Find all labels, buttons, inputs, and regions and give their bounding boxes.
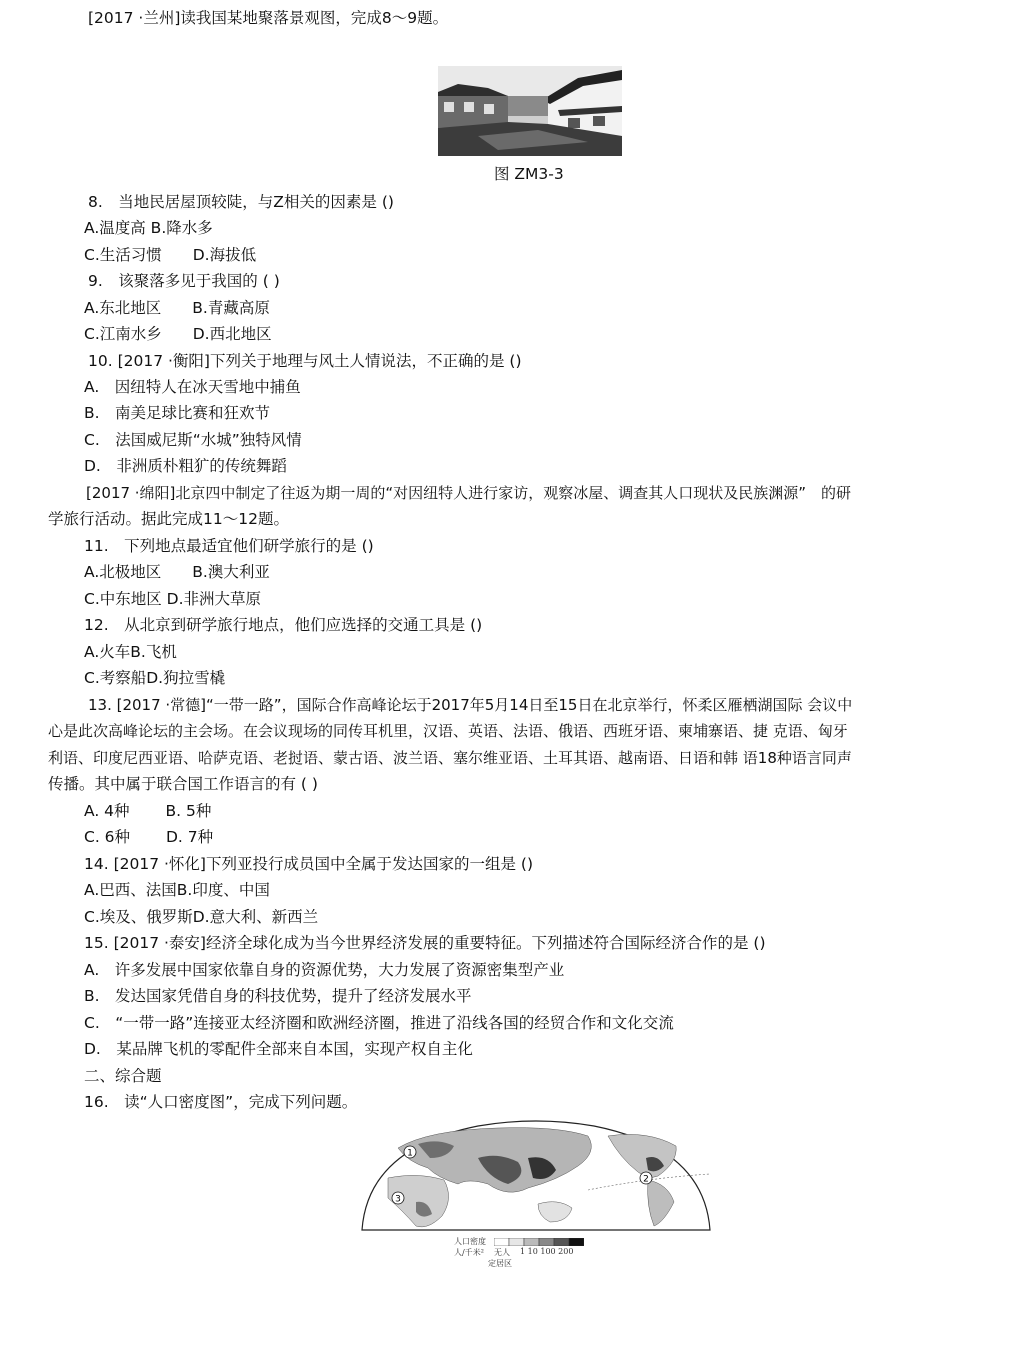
intro-line: [2017 ·兰州]读我国某地聚落景观图，完成8～9题。 xyxy=(88,9,449,27)
legend-no-people: 无人 xyxy=(494,1248,510,1257)
q15-option-b: B. 发达国家凭借自身的科技优势，提升了经济发展水平 xyxy=(84,987,472,1005)
question-15: 15. [2017 ·泰安]经济全球化成为当今世界经济发展的重要特征。下列描述符合国际经济合作的是 () xyxy=(84,934,766,952)
q15-option-c: C. “一带一路”连接亚太经济圈和欧洲经济圈，推进了沿线各国的经贸合作和文化交流 xyxy=(84,1014,674,1032)
question-13-line2: 心是此次高峰论坛的主会场。在会议现场的同传耳机里，汉语、英语、法语、俄语、西班牙语、柬埔寨语、捷 克语、匈牙 xyxy=(48,722,848,740)
legend-settled: 定居区 xyxy=(488,1259,512,1268)
question-8: 8. 当地民居屋顶较陡，与Z相关的因素是 () xyxy=(88,193,394,211)
question-11: 11. 下列地点最适宜他们研学旅行的是 () xyxy=(84,537,374,555)
q13-options-cd: C. 6种 D. 7种 xyxy=(84,828,214,846)
question-14: 14. [2017 ·怀化]下列亚投行成员国中全属于发达国家的一组是 () xyxy=(84,855,533,873)
map-legend xyxy=(454,1236,594,1270)
legend-title: 人口密度 xyxy=(454,1237,486,1246)
question-12: 12. 从北京到研学旅行地点，他们应选择的交通工具是 () xyxy=(84,616,483,634)
q12-options-ab: A.火车B.飞机 xyxy=(84,643,177,661)
q10-option-c: C. 法国威尼斯“水城”独特风情 xyxy=(84,431,302,449)
context-11-12-line2: 学旅行活动。据此完成11～12题。 xyxy=(48,510,289,528)
settlement-photo xyxy=(438,66,622,156)
q12-options-cd: C.考察船D.狗拉雪橇 xyxy=(84,669,226,687)
q10-option-b: B. 南美足球比赛和狂欢节 xyxy=(84,404,271,422)
q13-options-ab: A. 4种 B. 5种 xyxy=(84,802,212,820)
q11-options-ab: A.北极地区 B.澳大利亚 xyxy=(84,563,270,581)
q14-options-cd: C.埃及、俄罗斯D.意大利、新西兰 xyxy=(84,908,319,926)
q15-option-d: D. 某品牌飞机的零配件全部来自本国，实现产权自主化 xyxy=(84,1040,473,1058)
q9-options-cd: C.江南水乡 D.西北地区 xyxy=(84,325,272,343)
map-label-2: 2 xyxy=(643,1174,649,1185)
context-11-12-line1: [2017 ·绵阳]北京四中制定了往返为期一周的“对因纽特人进行家访，观察冰屋、调查其人口现状及民族渊源” 的研 xyxy=(86,484,851,502)
question-13-line1: 13. [2017 ·常德]“一带一路”，国际合作高峰论坛于2017年5月14日至15日在北京举行，怀柔区雁栖湖国际 会议中 xyxy=(88,696,853,714)
question-10: 10. [2017 ·衡阳]下列关于地理与风土人情说法，不正确的是 () xyxy=(88,352,522,370)
question-16: 16. 读“人口密度图”，完成下列问题。 xyxy=(84,1093,358,1111)
map-label-3: 3 xyxy=(395,1194,401,1205)
q11-options-cd: C.中东地区 D.非洲大草原 xyxy=(84,590,262,608)
legend-unit: 人/千米² xyxy=(454,1248,484,1257)
q15-option-a: A. 许多发展中国家依靠自身的资源优势，大力发展了资源密集型产业 xyxy=(84,961,565,979)
question-9: 9. 该聚落多见于我国的 ( ) xyxy=(88,272,280,290)
question-13-line3: 利语、印度尼西亚语、哈萨克语、老挝语、蒙古语、波兰语、塞尔维亚语、土耳其语、越南语、日语和韩 语18种语言同声 xyxy=(48,749,852,767)
q9-options-ab: A.东北地区 B.青藏高原 xyxy=(84,299,270,317)
q8-options-ab: A.温度高 B.降水多 xyxy=(84,219,213,237)
legend-values: 1 10 100 200 xyxy=(520,1247,574,1256)
q8-options-cd: C.生活习惯 D.海拔低 xyxy=(84,246,257,264)
legend-scale xyxy=(494,1238,584,1246)
section-heading: 二、综合题 xyxy=(84,1067,162,1085)
q10-option-a: A. 因纽特人在冰天雪地中捕鱼 xyxy=(84,378,301,396)
q14-options-ab: A.巴西、法国B.印度、中国 xyxy=(84,881,270,899)
figure-caption: 图 ZM3-3 xyxy=(494,165,564,183)
question-13-line4: 传播。其中属于联合国工作语言的有 ( ) xyxy=(48,775,318,793)
population-density-map xyxy=(358,1118,714,1234)
map-label-1: 1 xyxy=(407,1148,413,1159)
q10-option-d: D. 非洲质朴粗犷的传统舞蹈 xyxy=(84,457,287,475)
